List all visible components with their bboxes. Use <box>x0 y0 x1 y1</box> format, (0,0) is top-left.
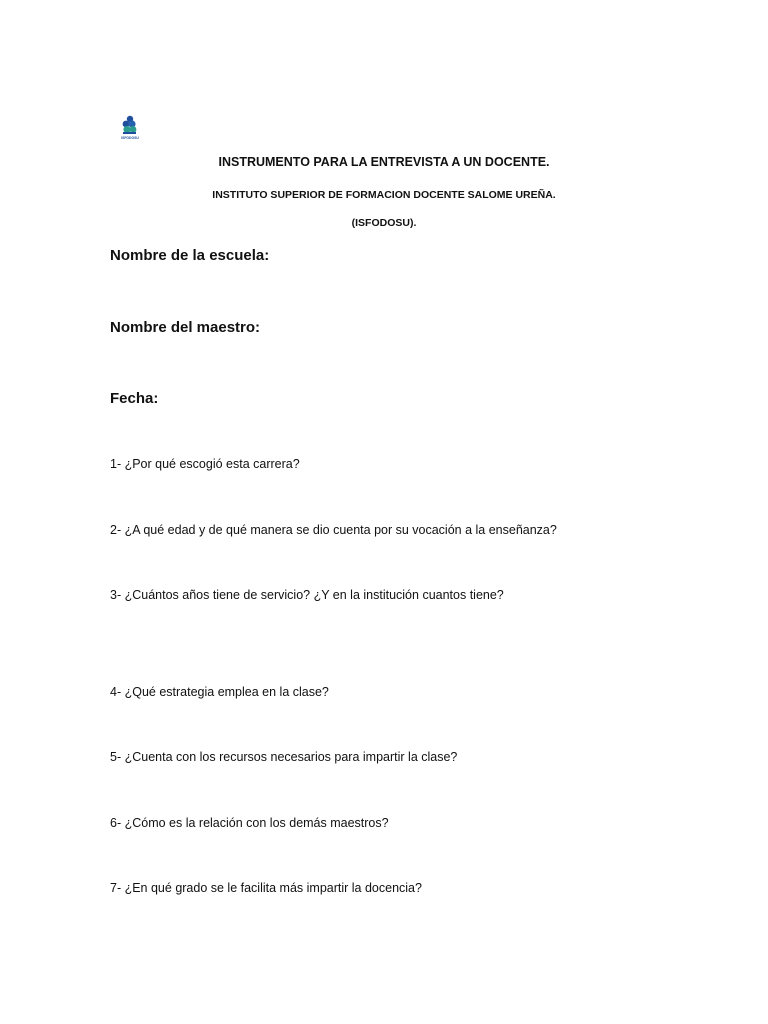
isfodosu-logo-icon <box>117 114 147 144</box>
question-6: 6- ¿Cómo es la relación con los demás maestros? <box>110 816 389 830</box>
school-name-label: Nombre de la escuela: <box>110 247 270 264</box>
question-5: 5- ¿Cuenta con los recursos necesarios para impartir la clase? <box>110 750 458 764</box>
question-3: 3- ¿Cuántos años tiene de servicio? ¿Y en la institución cuantos tiene? <box>110 588 504 602</box>
teacher-name-label: Nombre del maestro: <box>110 319 261 336</box>
institute-name: INSTITUTO SUPERIOR DE FORMACION DOCENTE SALOME UREÑA. <box>212 189 556 201</box>
question-4: 4- ¿Qué estrategia emplea en la clase? <box>110 685 329 699</box>
question-1: 1- ¿Por qué escogió esta carrera? <box>110 457 300 471</box>
question-7: 7- ¿En qué grado se le facilita más impartir la docencia? <box>110 881 422 895</box>
logo-caption: ISFODOSU <box>121 136 139 140</box>
document-title: INSTRUMENTO PARA LA ENTREVISTA A UN DOCENTE. <box>218 155 550 169</box>
date-label: Fecha: <box>110 390 159 407</box>
question-2: 2- ¿A qué edad y de qué manera se dio cuenta por su vocación a la enseñanza? <box>110 523 557 537</box>
institute-acronym: (ISFODOSU). <box>351 217 417 229</box>
